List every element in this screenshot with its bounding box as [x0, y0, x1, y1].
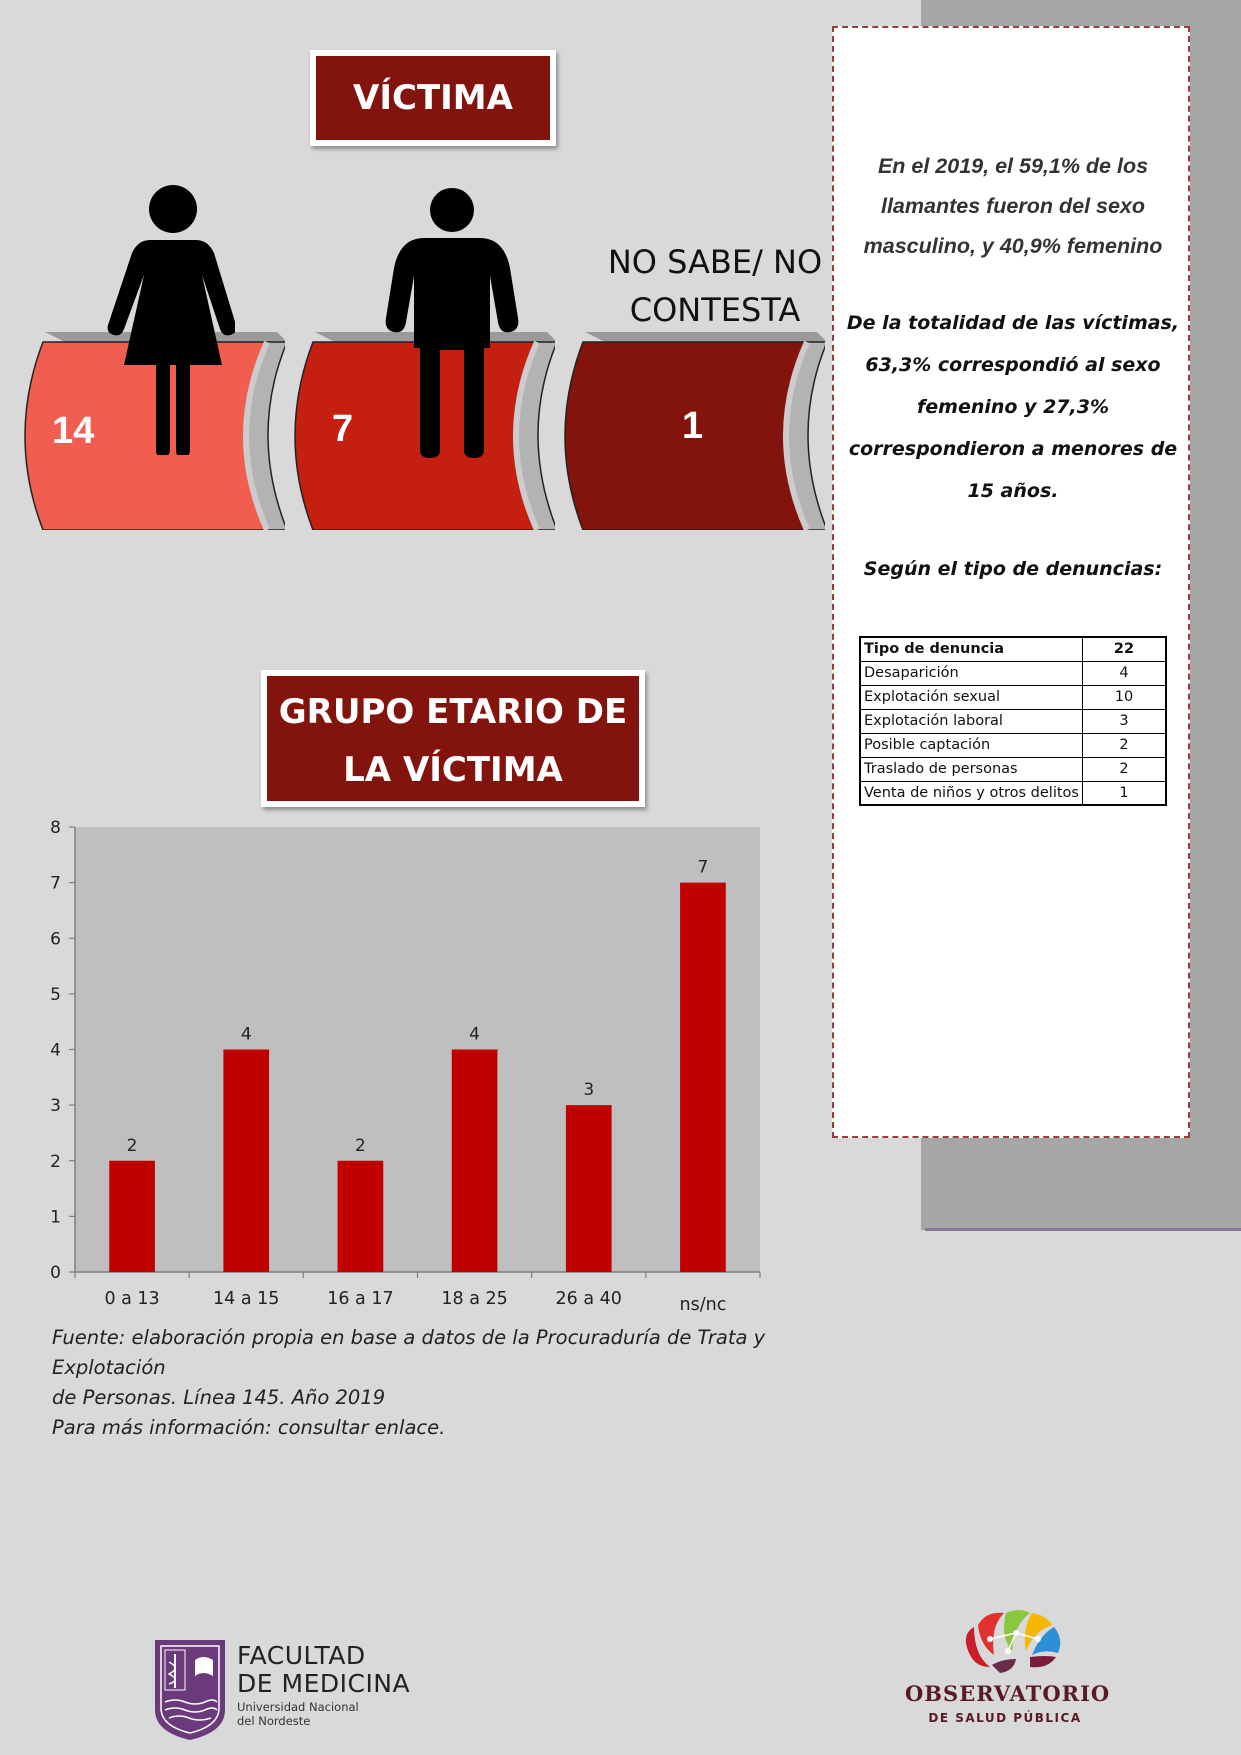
grupo-title-box: [261, 670, 645, 807]
source-line1: Fuente: elaboración propia en base a datos de la Procuraduría de Trata y Explotación: [52, 1326, 766, 1379]
male-count: 7: [332, 408, 354, 450]
category-label: 16 a 17: [327, 1289, 394, 1309]
row-label: Desaparición: [860, 661, 1082, 685]
table-row: [860, 685, 1166, 709]
female-count: 14: [52, 410, 95, 452]
plot-area: [75, 827, 760, 1272]
victims-summary: De la totalidad de las víctimas, 63,3% correspondió al sexo femenino y 27,3% correspondieron a menores de 15 años.: [846, 312, 1180, 502]
fm-subtitle: [237, 1700, 417, 1728]
fm-title-line2: DE MEDICINA: [237, 1669, 411, 1698]
fm-subtitle-line2: del Nordeste: [237, 1714, 311, 1728]
source-line2: de Personas. Línea 145. Año 2019: [52, 1386, 386, 1409]
y-tick-label: 4: [50, 1040, 61, 1061]
bar-data-label: 4: [240, 1024, 252, 1045]
row-value: 2: [1082, 733, 1166, 757]
y-tick-label: 5: [50, 984, 61, 1005]
y-tick-label: 6: [50, 929, 61, 950]
y-tick-label: 7: [50, 873, 61, 894]
nsnc-label: NO SABE/ NO CONTESTA: [607, 243, 823, 329]
grupo-title-line1: GRUPO ETARIO DE: [278, 692, 628, 732]
bar-data-label: 2: [355, 1135, 366, 1156]
bar: [338, 1161, 384, 1272]
y-tick-label: 0: [50, 1263, 61, 1283]
table-header-value: 22: [1082, 637, 1166, 661]
y-tick-label: 1: [50, 1207, 61, 1228]
complaints-intro: Según el tipo de denuncias:: [863, 558, 1163, 580]
row-label: Venta de niños y otros delitos: [860, 781, 1082, 805]
grupo-title: [267, 676, 639, 801]
row-label: Posible captación: [860, 733, 1082, 757]
row-label: Explotación laboral: [860, 709, 1082, 733]
nsnc-count: 1: [682, 405, 704, 447]
row-value: 4: [1082, 661, 1166, 685]
bar: [680, 883, 726, 1272]
facultad-medicina-logo: [155, 1640, 435, 1740]
source-note: [52, 1323, 872, 1443]
y-tick-label: 3: [50, 1096, 61, 1117]
observatorio-title: OBSERVATORIO: [905, 1681, 1111, 1706]
table-row: [860, 733, 1166, 757]
row-label: Explotación sexual: [860, 685, 1082, 709]
male-icon: [380, 188, 520, 458]
strip-underline: [925, 1228, 1241, 1231]
category-label: ns/nc: [679, 1295, 727, 1315]
row-value: 10: [1082, 685, 1166, 709]
victima-title-box: [310, 50, 556, 146]
bar: [566, 1105, 612, 1272]
category-label: 18 a 25: [441, 1289, 508, 1309]
bar: [223, 1050, 269, 1273]
table-header-row: [860, 637, 1166, 661]
bar-data-label: 2: [126, 1135, 138, 1156]
category-label: 0 a 13: [104, 1289, 160, 1309]
category-label: 14 a 15: [213, 1289, 280, 1309]
complaint-type-table: [859, 636, 1167, 806]
row-value: 2: [1082, 757, 1166, 781]
victima-title: VÍCTIMA: [316, 56, 550, 140]
source-line3: Para más información: consultar enlace.: [52, 1416, 446, 1439]
table-header-label: Tipo de denuncia: [860, 637, 1082, 661]
bar-data-label: 3: [583, 1080, 595, 1101]
unne-shield-icon: [155, 1640, 225, 1740]
fm-subtitle-line1: Universidad Nacional: [237, 1700, 359, 1714]
observatorio-brain-icon: [960, 1605, 1070, 1677]
bar-data-label: 4: [469, 1024, 480, 1045]
female-icon: [100, 185, 235, 455]
table-row: [860, 781, 1166, 805]
bar: [452, 1050, 498, 1273]
grupo-title-line2: LA VÍCTIMA: [343, 750, 563, 790]
observatorio-logo: [905, 1605, 1125, 1735]
observatorio-subtitle: DE SALUD PÚBLICA: [928, 1711, 1082, 1725]
y-tick-label: 2: [50, 1151, 61, 1172]
info-panel: [832, 26, 1190, 1138]
table-row: [860, 709, 1166, 733]
callers-summary: En el 2019, el 59,1% de los llamantes fueron del sexo masculino, y 40,9% femenino: [863, 154, 1163, 258]
bar: [109, 1161, 155, 1272]
category-label: 26 a 40: [555, 1289, 622, 1309]
y-tick-label: 8: [50, 818, 61, 838]
row-value: 3: [1082, 709, 1166, 733]
fm-title-line1: FACULTAD: [237, 1641, 366, 1670]
table-row: [860, 661, 1166, 685]
row-label: Traslado de personas: [860, 757, 1082, 781]
age-group-chart: [30, 810, 790, 1330]
table-row: [860, 757, 1166, 781]
row-value: 1: [1082, 781, 1166, 805]
bar-data-label: 7: [697, 857, 709, 878]
